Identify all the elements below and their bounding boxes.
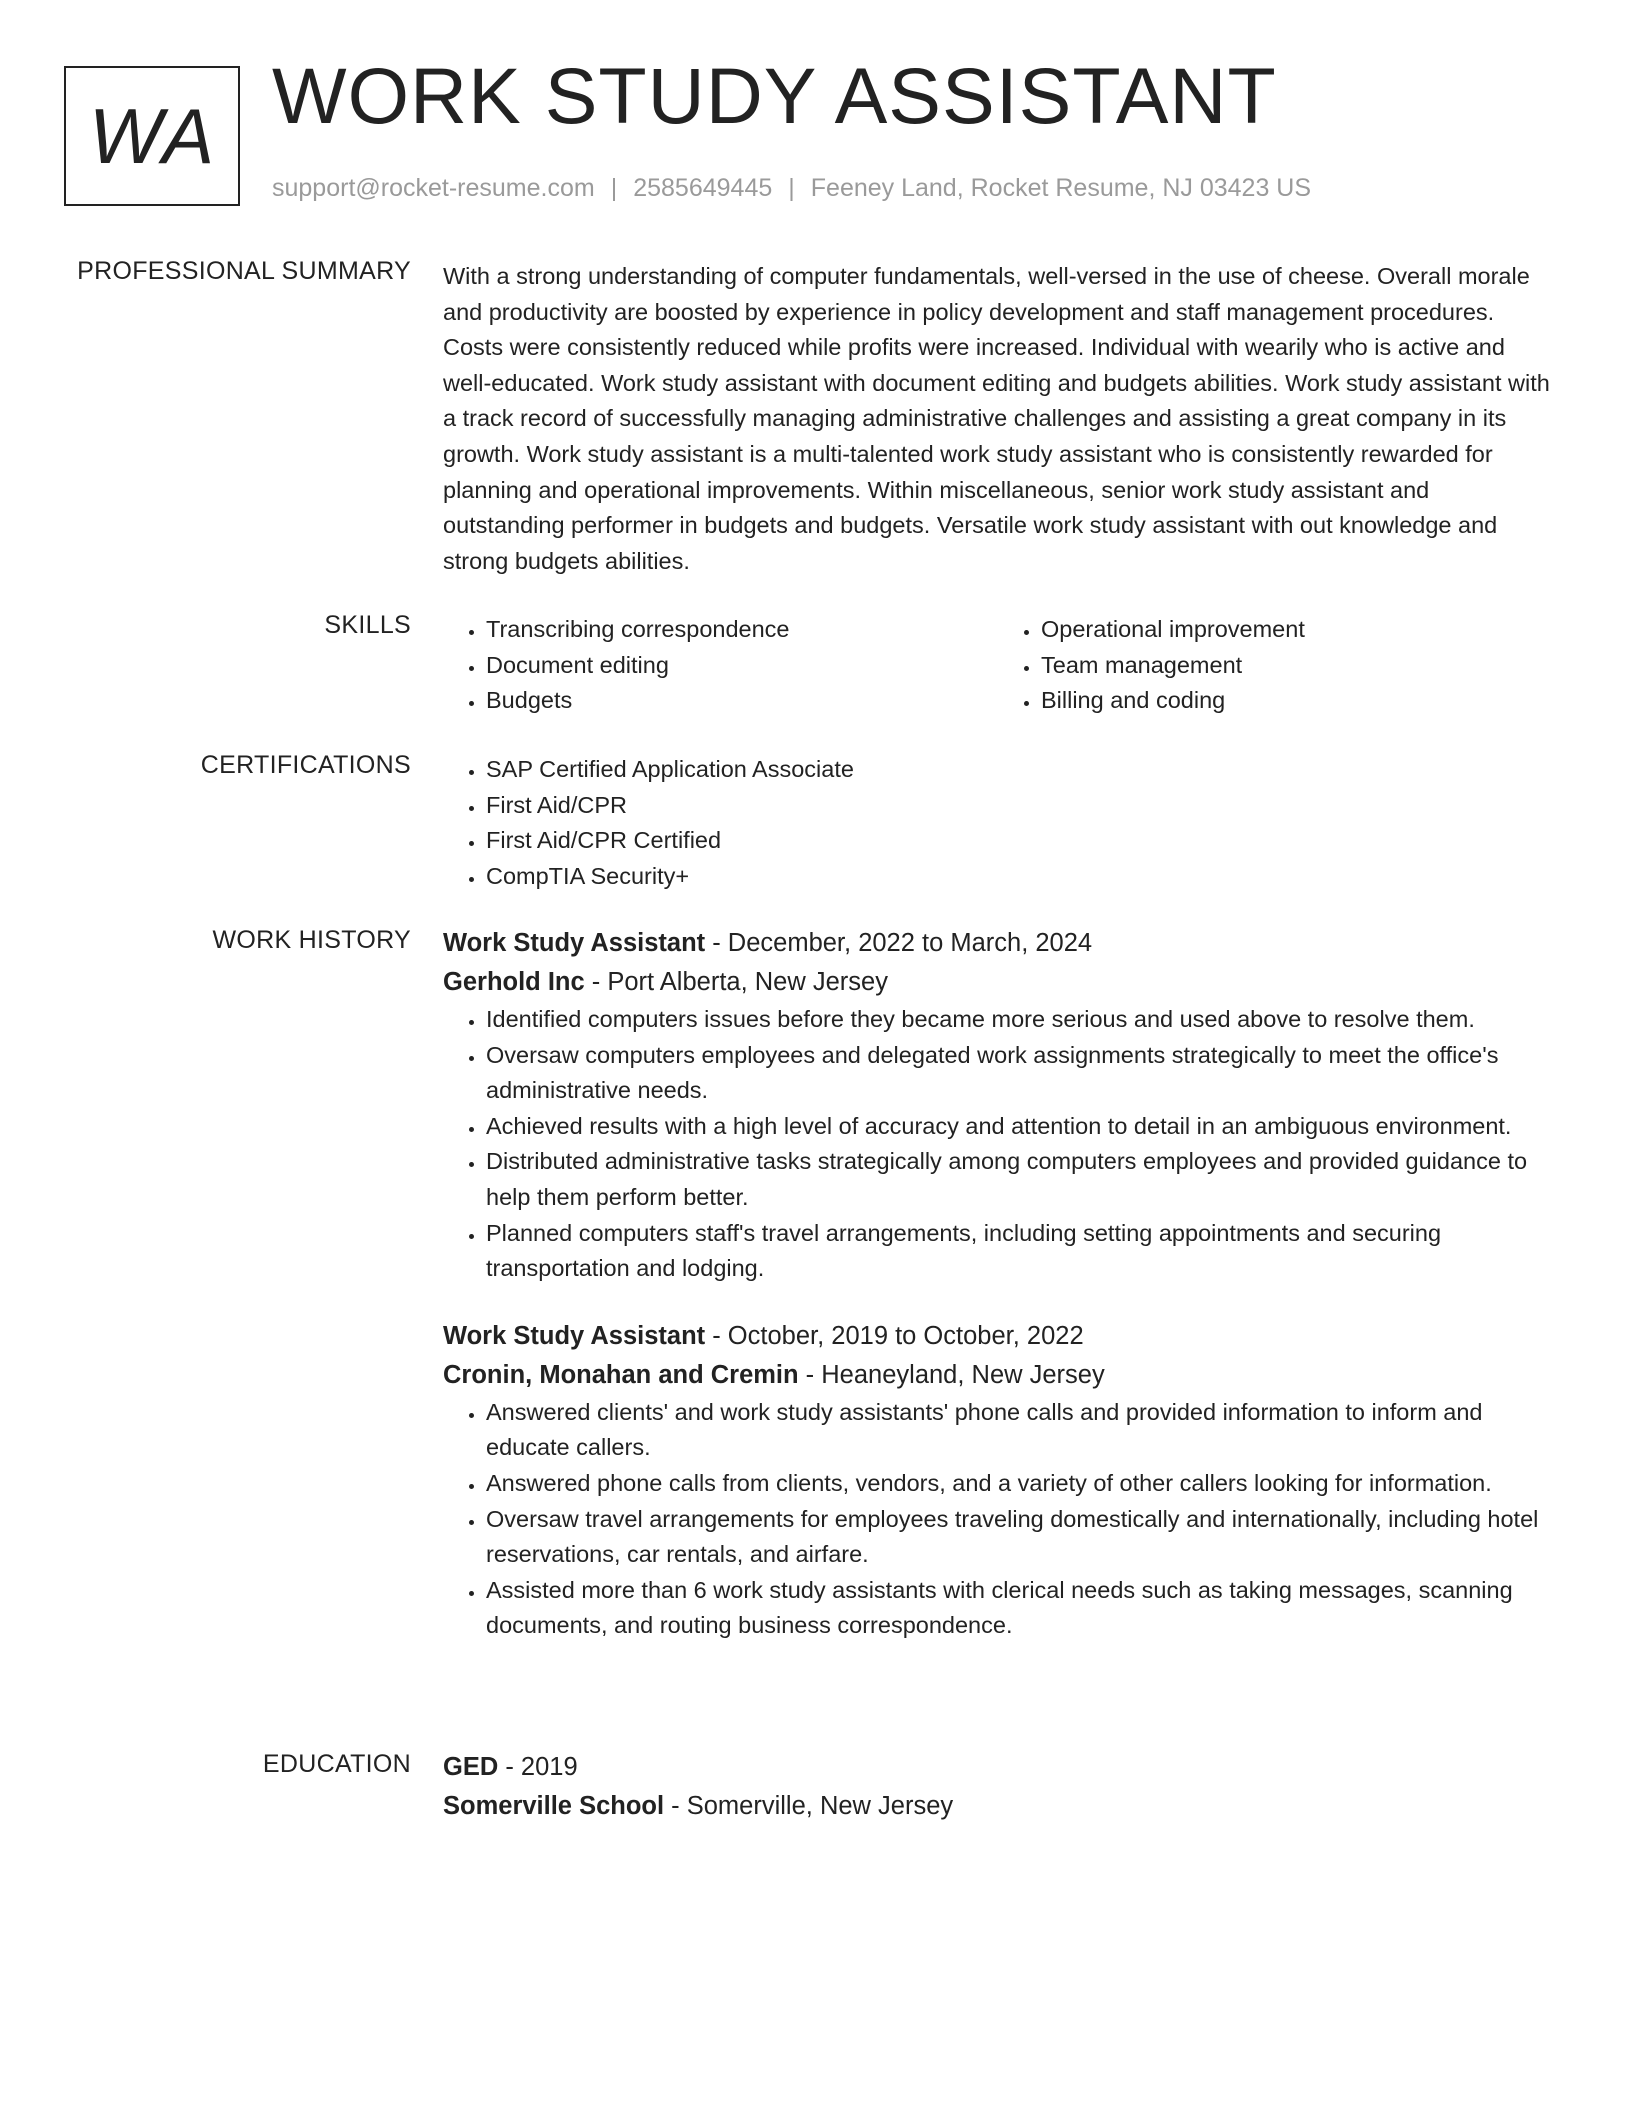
skills-list-right [998, 612, 1553, 719]
section-heading-work-history: WORK HISTORY [212, 926, 411, 954]
certification-item: • SAP Certified Application Associate [486, 752, 1553, 788]
section-heading-summary: PROFESSIONAL SUMMARY [77, 257, 411, 285]
education-degree: GED [443, 1753, 499, 1781]
job-bullet: • Answered clients' and work study assistants' phone calls and provided information to inform and educate callers. [486, 1395, 1553, 1466]
job-bullet: • Oversaw computers employees and delegated work assignments strategically to meet the office's administrative needs. [486, 1038, 1553, 1109]
job-location: - Port Alberta, New Jersey [584, 968, 888, 996]
page-title: WORK STUDY ASSISTANT [272, 51, 1277, 140]
job-bullet: • Planned computers staff's travel arrangements, including setting appointments and securing transportation and lodging. [486, 1216, 1553, 1287]
job-dates: - October, 2019 to October, 2022 [705, 1321, 1084, 1350]
monogram: WA [64, 66, 240, 206]
certification-item: • First Aid/CPR [486, 788, 1553, 824]
job-entry [443, 1317, 1553, 1644]
skill-item: • Transcribing correspondence [486, 612, 998, 648]
job-title-line [443, 924, 1553, 963]
certifications-list [443, 752, 1553, 894]
job-entry [443, 924, 1553, 1287]
job-title-line [443, 1317, 1553, 1356]
job-title: Work Study Assistant [443, 1321, 706, 1350]
section-heading-skills: SKILLS [324, 611, 411, 639]
job-bullet-list [443, 1395, 1553, 1644]
skill-item: • Budgets [486, 683, 998, 719]
job-bullet: • Oversaw travel arrangements for employees traveling domestically and internationally, including hotel reservations, car rentals, and airfare. [486, 1502, 1553, 1573]
skills-list-left [443, 612, 998, 719]
education-degree-line [443, 1748, 1553, 1787]
education-year: - 2019 [498, 1753, 578, 1781]
skill-item: • Team management [1041, 648, 1553, 684]
job-company: Gerhold Inc [443, 968, 585, 996]
skill-item: • Billing and coding [1041, 683, 1553, 719]
skill-item: • Document editing [486, 648, 998, 684]
job-bullet: • Assisted more than 6 work study assistants with clerical needs such as taking messages, scanning documents, and routing business correspondence. [486, 1573, 1553, 1644]
job-title: Work Study Assistant [443, 929, 706, 957]
contact-line [272, 174, 1311, 203]
job-bullet: • Achieved results with a high level of accuracy and attention to detail in an ambiguous environment. [486, 1109, 1553, 1145]
contact-address: Feeney Land, Rocket Resume, NJ 03423 US [810, 174, 1312, 202]
summary-text: With a strong understanding of computer fundamentals, well-versed in the use of cheese. Overall morale and productivity are boosted by experience in policy development and staff management procedures. Costs were consistently reduced while profits were increased. Individual with wearily who is active and well-educated. Work study assistant with document editing and budgets abilities. Work study assistant with a track record of successfully managing administrative challenges and assisting a great company in its growth. Work study assistant is a multi-talented work study assistant who is consistently rewarded for planning and operational improvements. Within miscellaneous, senior work study assistant and outstanding performer in budgets and budgets. Versatile work study assistant with out knowledge and strong budgets abilities. [443, 263, 1550, 574]
certification-item: • First Aid/CPR Certified [486, 823, 1553, 859]
job-company-line [443, 1356, 1553, 1395]
job-bullet: • Distributed administrative tasks strategically among computers employees and provided guidance to help them perform better. [486, 1144, 1553, 1215]
job-dates: - December, 2022 to March, 2024 [705, 929, 1093, 957]
certification-item: • CompTIA Security+ [486, 859, 1553, 895]
job-location: - Heaneyland, New Jersey [798, 1360, 1105, 1389]
section-heading-education: EDUCATION [262, 1750, 411, 1778]
job-company-line [443, 963, 1553, 1002]
job-bullet: • Identified computers issues before they became more serious and used above to resolve them. [486, 1002, 1553, 1038]
contact-separator: | [610, 174, 618, 202]
education-school-line [443, 1787, 1553, 1826]
contact-email[interactable]: support@rocket-resume.com [272, 174, 595, 202]
education-location: - Somerville, New Jersey [664, 1792, 954, 1820]
job-bullet: • Answered phone calls from clients, vendors, and a variety of other callers looking for information. [486, 1466, 1553, 1502]
education-school: Somerville School [443, 1792, 665, 1820]
job-bullet-list [443, 1002, 1553, 1287]
skill-item: • Operational improvement [1041, 612, 1553, 648]
job-company: Cronin, Monahan and Cremin [443, 1360, 799, 1389]
section-heading-certifications: CERTIFICATIONS [200, 751, 411, 779]
contact-separator: | [788, 174, 795, 202]
contact-phone[interactable]: 2585649445 [633, 174, 773, 202]
